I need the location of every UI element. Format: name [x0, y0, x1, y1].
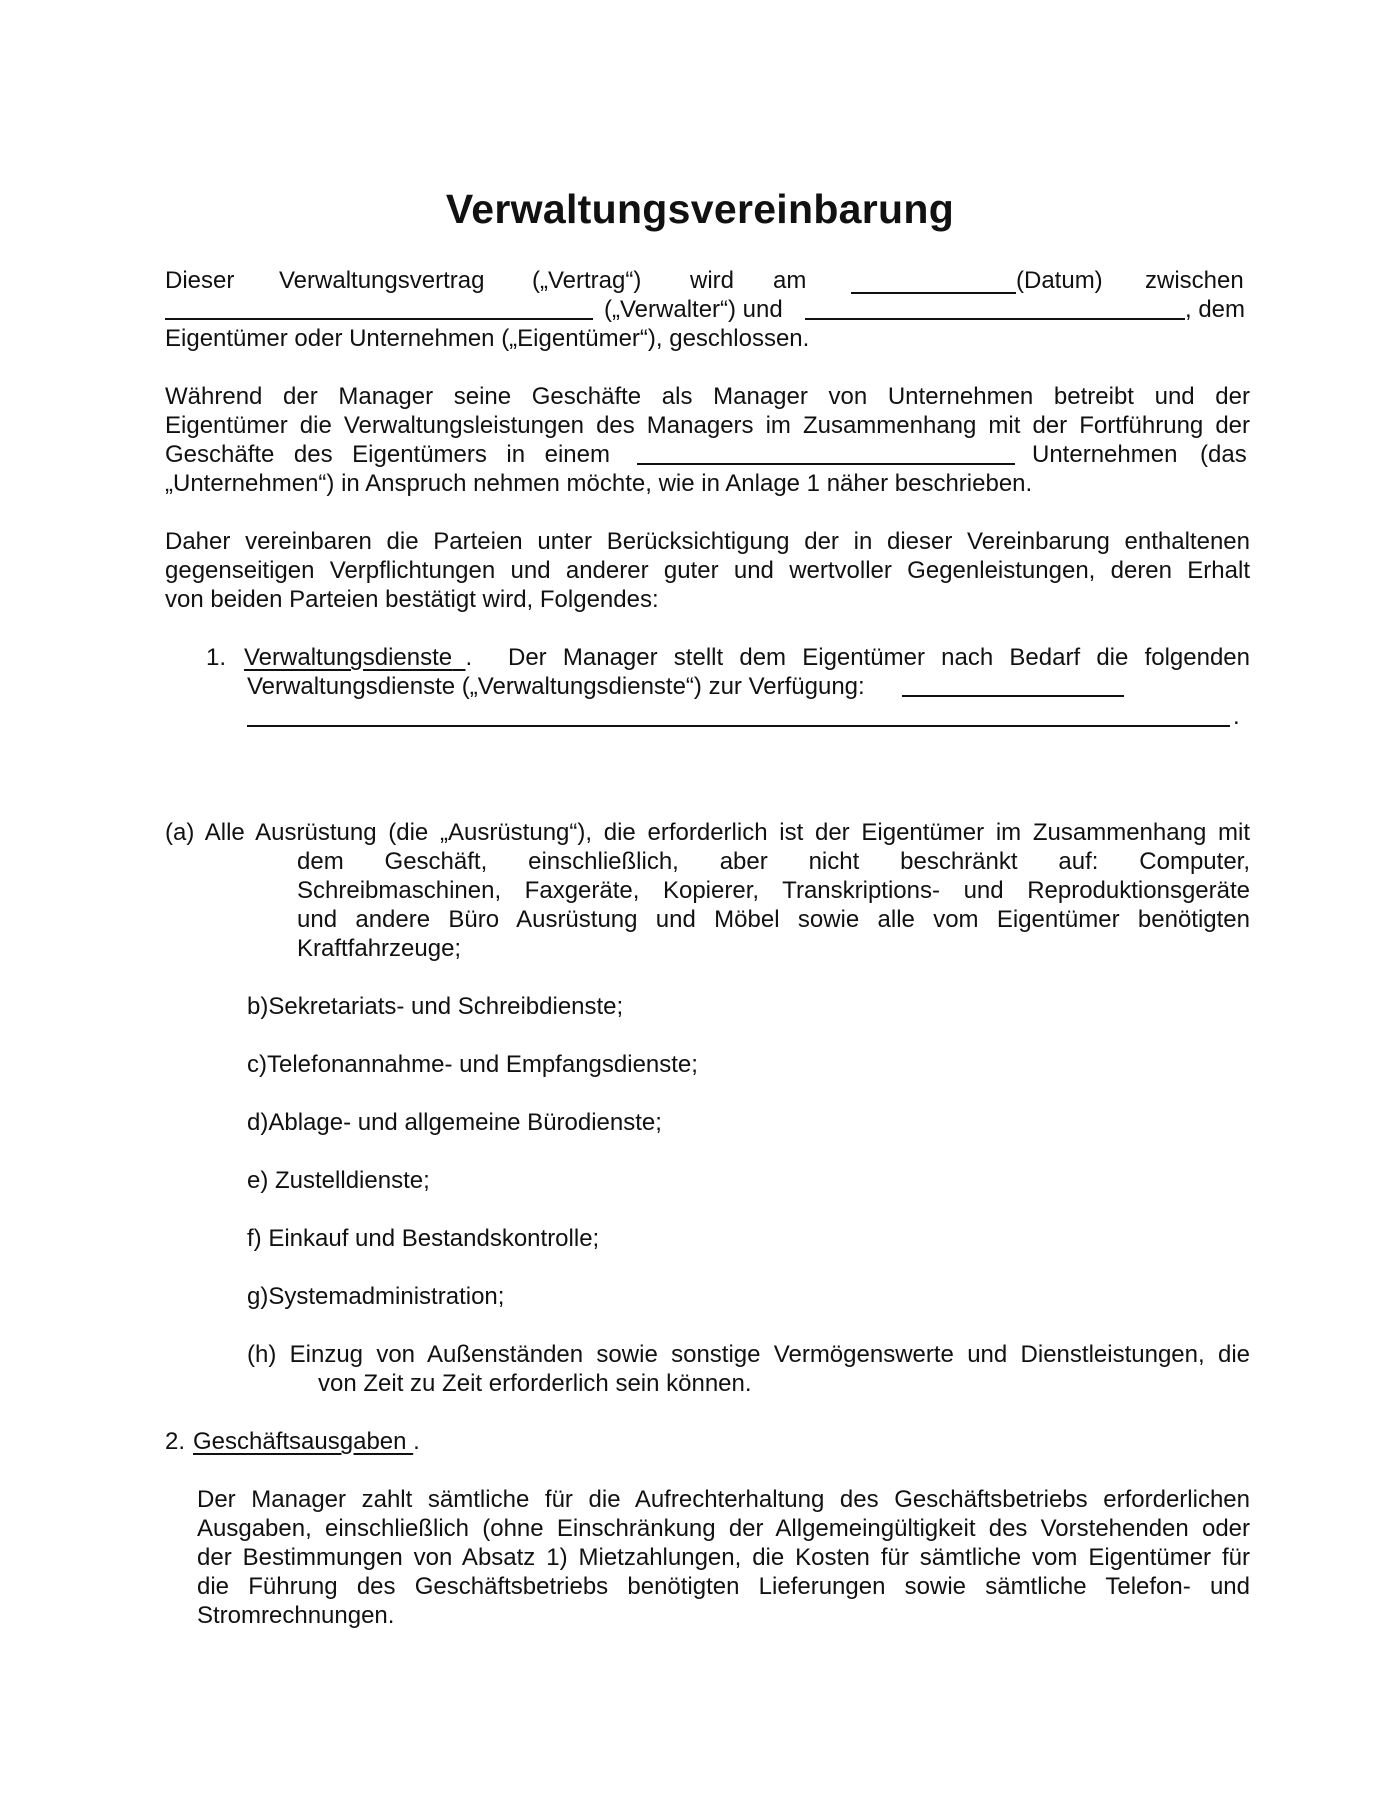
whereas-line-2: Eigentümer die Verwaltungsleistungen des Managers im Zusammenhang mit der Fortführung der	[165, 412, 1250, 439]
intro-word-zwischen: zwischen	[1145, 267, 1244, 294]
intro-word-am: am	[773, 267, 807, 294]
item-h-line-1: (h) Einzug von Außenständen sowie sonstige Vermögenswerte und Dienstleistungen, die	[247, 1341, 1250, 1368]
document-title: Verwaltungsvereinbarung	[445, 186, 955, 232]
intro-word-dieser: Dieser	[165, 267, 235, 294]
section-2-line-3: der Bestimmungen von Absatz 1) Mietzahlungen, die Kosten für sämtliche vom Eigentümer für	[197, 1544, 1250, 1571]
whereas-line-4: „Unternehmen“) in Anspruch nehmen möchte, wie in Anlage 1 näher beschrieben.	[165, 470, 1033, 497]
intro-dem-text: , dem	[1185, 296, 1246, 323]
section-1-line-2: Verwaltungsdienste („Verwaltungsdienste“) zur Verfügung:	[247, 673, 865, 700]
item-c: c)Telefonannahme- und Empfangsdienste;	[247, 1051, 698, 1078]
intro-word-wird: wird	[690, 267, 735, 294]
therefore-line-3: von beiden Parteien bestätigt wird, Folgendes:	[165, 586, 659, 613]
section-2-heading-period: .	[413, 1428, 420, 1455]
intro-word-datum: (Datum)	[1016, 267, 1103, 294]
whereas-unternehmen: Unternehmen	[1032, 441, 1178, 468]
item-g: g)Systemadministration;	[247, 1283, 505, 1310]
therefore-line-2: gegenseitigen Verpflichtungen und anderer guter und wertvoller Gegenleistungen, deren Erhalt	[165, 557, 1250, 584]
item-e: e) Zustelldienste;	[247, 1167, 430, 1194]
manager-name-blank-field[interactable]	[165, 296, 593, 320]
section-1-number: 1.	[206, 644, 227, 671]
section-2-line-1: Der Manager zahlt sämtliche für die Aufrechterhaltung des Geschäftsbetriebs erforderlichen	[197, 1486, 1250, 1513]
section-2-heading-text: Geschäftsausgaben	[193, 1428, 407, 1455]
section-1-line-1: Der Manager stellt dem Eigentümer nach Bedarf die folgenden	[508, 644, 1250, 671]
section-2-line-4: die Führung des Geschäftsbetriebs benötigten Lieferungen sowie sämtliche Telefon- und	[197, 1573, 1250, 1600]
section-1-heading	[244, 643, 472, 672]
whereas-line-1: Während der Manager seine Geschäfte als Manager von Unternehmen betreibt und der	[165, 383, 1250, 410]
section-2-number: 2.	[165, 1428, 186, 1455]
date-blank-field[interactable]	[851, 270, 1016, 294]
item-a-line-3: Schreibmaschinen, Faxgeräte, Kopierer, Transkriptions- und Reproduktionsgeräte	[297, 877, 1250, 904]
intro-line-3: Eigentümer oder Unternehmen („Eigentümer“), geschlossen.	[165, 325, 810, 352]
intro-verwalter-text: („Verwalter“) und	[604, 296, 783, 323]
item-h-line-2: von Zeit zu Zeit erforderlich sein können.	[318, 1370, 752, 1397]
services-blank-field-2[interactable]	[247, 703, 1230, 727]
whereas-line-3-start: Geschäfte des Eigentümers in einem	[165, 441, 610, 468]
item-a-line-1: (a) Alle Ausrüstung (die „Ausrüstung“), die erforderlich ist der Eigentümer im Zusammenhang mit	[165, 819, 1250, 846]
intro-word-verwaltungsvertrag: Verwaltungsvertrag	[279, 267, 485, 294]
business-type-blank-field[interactable]	[637, 441, 1015, 465]
section-1-heading-period: .	[465, 644, 473, 671]
item-d: d)Ablage- und allgemeine Bürodienste;	[247, 1109, 662, 1136]
section-2-line-2: Ausgaben, einschließlich (ohne Einschränkung der Allgemeingültigkeit des Vorstehenden oder	[197, 1515, 1250, 1542]
owner-name-blank-field[interactable]	[805, 296, 1185, 320]
item-a-line-2: dem Geschäft, einschließlich, aber nicht beschränkt auf: Computer,	[297, 848, 1250, 875]
section-1-heading-text: Verwaltungsdienste	[244, 644, 453, 671]
intro-word-vertrag: („Vertrag“)	[532, 267, 642, 294]
item-a-line-5: Kraftfahrzeuge;	[297, 935, 462, 962]
section-1-line-3-end: .	[1233, 703, 1240, 730]
section-2-line-5: Stromrechnungen.	[197, 1602, 395, 1629]
item-f: f) Einkauf und Bestandskontrolle;	[247, 1225, 600, 1252]
whereas-das: (das	[1200, 441, 1247, 468]
section-2-heading	[193, 1427, 420, 1456]
item-b: b)Sekretariats- und Schreibdienste;	[247, 993, 624, 1020]
services-blank-field-1[interactable]	[902, 673, 1124, 697]
item-a-line-4: und andere Büro Ausrüstung und Möbel sowie alle vom Eigentümer benötigten	[297, 906, 1250, 933]
therefore-line-1: Daher vereinbaren die Parteien unter Berücksichtigung der in dieser Vereinbarung enthaltenen	[165, 528, 1250, 555]
